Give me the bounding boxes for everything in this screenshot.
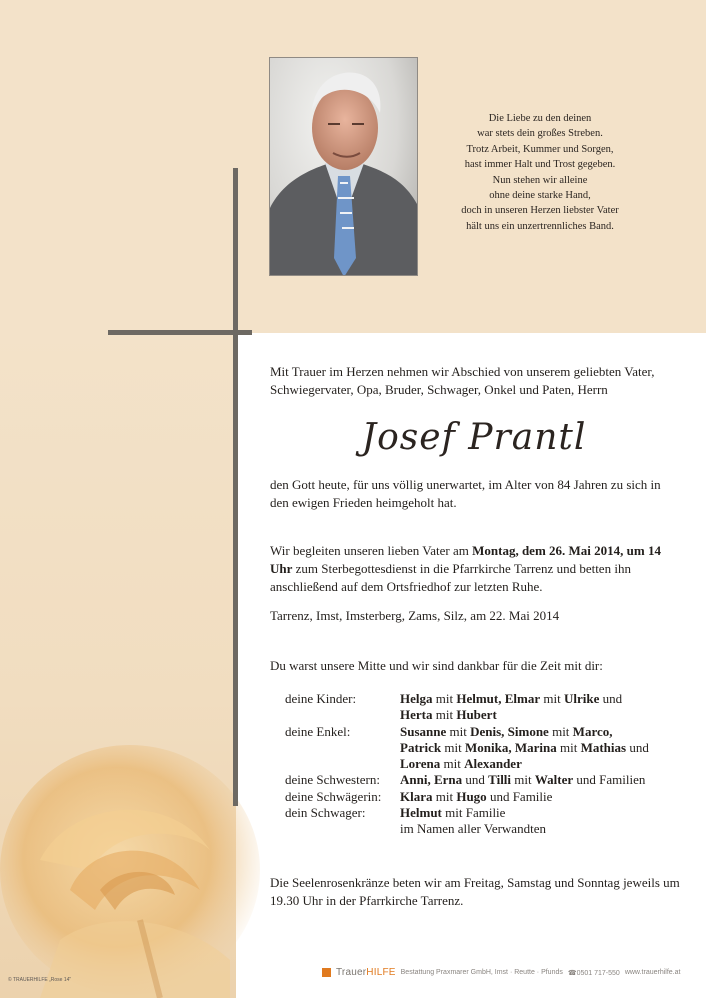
family-connector: mit (514, 772, 532, 788)
family-connector: mit (543, 691, 561, 706)
family-member: Walter (534, 772, 574, 788)
footer-company: Bestattung Praxmarer GmbH, Imst · Reutte · Pfunds (400, 969, 563, 976)
family-connector: mit (435, 707, 454, 723)
family-connector: mit (444, 739, 462, 755)
family-member: Denis, (470, 723, 505, 739)
family-member: Anni, Erna (400, 772, 463, 788)
family-label: dein Schwager: (285, 805, 366, 821)
poem-line: hast immer Halt und Trost gegeben. (464, 159, 616, 171)
brand-trauer: Trauer (336, 967, 367, 978)
relatives-line: im Namen aller Verwandten (400, 821, 546, 837)
family-row-sisters (285, 772, 695, 788)
poem-line: doch in unseren Herzen liebster Vater (461, 205, 619, 217)
family-row-children (285, 691, 695, 724)
footer-phone: ☎0501 717-550 (567, 969, 620, 977)
intro-paragraph: Mit Trauer im Herzen nehmen wir Abschied von unserem geliebten Vater, Schwiegervater, Opa, Bruder, Schwager, Onkel und Paten, Herrn (270, 364, 655, 397)
family-names (400, 691, 695, 724)
family-member: Herta (400, 707, 433, 723)
family-names (400, 724, 695, 773)
family-connector: und (602, 691, 623, 706)
family-member: Lorena (400, 756, 441, 772)
family-list (285, 691, 695, 838)
funeral-text-post: zum Sterbegottesdienst in die Pfarrkirche Tarrenz und betten ihn anschließend auf dem Ortsfriedhof zur letzten Ruhe. (270, 561, 631, 594)
poem-line: hält uns ein unzertrennliches Band. (466, 220, 614, 232)
footer-website[interactable]: www.trauerhilfe.at (624, 969, 681, 976)
family-connector: und (629, 739, 649, 755)
funeral-text-pre: Wir begleiten unseren lieben Vater am (270, 543, 473, 558)
family-connector: und Familie (489, 788, 553, 804)
family-connector: mit (552, 723, 570, 739)
family-member: Tilli (488, 772, 512, 788)
family-connector: und (465, 772, 485, 788)
portrait-photo (269, 57, 418, 276)
copyright-note: © TRAUERHILFE „Rose 14" (8, 977, 72, 983)
family-row-sister-in-law (285, 789, 695, 805)
family-label: deine Kinder: (285, 691, 357, 706)
family-member: Hugo (456, 788, 487, 804)
brand-hilfe: HILFE (366, 967, 396, 978)
trauerhilfe-logo-icon (322, 968, 331, 977)
poem-line: Die Liebe zu den deinen (488, 113, 592, 124)
family-connector: und Familien (576, 772, 646, 788)
family-label: deine Schwägerin: (285, 788, 382, 804)
family-connector: mit (435, 691, 454, 706)
family-member: Helga (400, 691, 433, 706)
family-member: Monika, (465, 739, 512, 755)
family-connector: mit (559, 739, 578, 755)
rosary-paragraph: Die Seelenrosenkränze beten wir am Freitag, Samstag und Sonntag jeweils um 19.30 Uhr in der Pfarrkirche Tarrenz. (270, 875, 680, 908)
family-member: Marina (514, 739, 557, 755)
cross-horizontal-bar (108, 330, 252, 335)
family-member: Patrick (400, 739, 442, 755)
family-member: Elmar (504, 691, 541, 706)
family-label: deine Schwestern: (285, 772, 380, 788)
family-label: deine Enkel: (285, 723, 351, 739)
family-connector: mit Familie (445, 805, 506, 821)
family-member: Helmut (400, 805, 442, 821)
funeral-paragraph (270, 542, 680, 596)
poem-line: war stets dein großes Streben. (477, 128, 603, 140)
family-connector: mit (449, 723, 467, 739)
poem-line: ohne deine starke Hand, (489, 190, 591, 202)
footer (322, 967, 680, 978)
family-member: Simone (507, 723, 549, 739)
family-member: Susanne (400, 723, 447, 739)
family-row-grandchildren (285, 724, 695, 773)
family-member: Marco, (572, 723, 613, 739)
family-member: Helmut, (456, 691, 502, 706)
death-notice-paragraph: den Gott heute, für uns völlig unerwartet, im Alter von 84 Jahren zu sich in den ewigen Frieden heimgeholt hat. (270, 477, 661, 510)
family-member: Alexander (464, 756, 522, 772)
family-names (400, 772, 695, 788)
family-connector: mit (435, 788, 454, 804)
poem-line: Nun stehen wir alleine (492, 174, 588, 186)
deceased-name: Josef Prantl (361, 417, 587, 458)
poem (440, 111, 640, 234)
family-member: Ulrike (563, 691, 600, 706)
family-row-brother-in-law (285, 805, 695, 838)
brand-logo (336, 967, 396, 978)
rose-decoration (0, 740, 260, 998)
funeral-date: Montag, dem 26. Mai 2014, um 14 Uhr (270, 543, 661, 576)
family-connector: mit (443, 756, 461, 772)
family-names (400, 789, 695, 805)
family-names (400, 805, 695, 838)
family-member: Hubert (456, 707, 497, 723)
place-date-line: Tarrenz, Imst, Imsterberg, Zams, Silz, am 22. Mai 2014 (270, 608, 560, 623)
family-member: Klara (400, 788, 433, 804)
cross-vertical-bar (233, 168, 238, 806)
family-member: Mathias (580, 739, 627, 755)
poem-line: Trotz Arbeit, Kummer und Sorgen, (466, 143, 614, 155)
thanks-line: Du warst unsere Mitte und wir sind dankbar für die Zeit mit dir: (270, 658, 603, 673)
